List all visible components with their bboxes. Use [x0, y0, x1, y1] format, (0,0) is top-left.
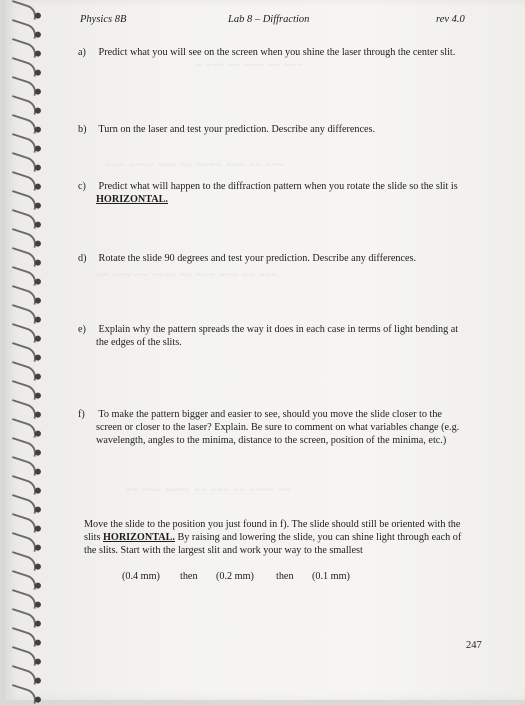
then-label: then	[180, 571, 198, 582]
question-b	[78, 123, 466, 136]
binding-coil	[9, 38, 39, 58]
binding-coil	[9, 494, 39, 514]
binding-coil	[9, 589, 39, 609]
bleed-through-text: ~~ ~~~ ~~ ~~~~ ~~ ~~~ ~~~ ~~ ~~~	[96, 270, 278, 281]
question-label: f)	[78, 409, 85, 420]
course-header: Physics 8B	[80, 14, 127, 25]
binding-coil	[9, 152, 39, 172]
binding-coil	[9, 285, 39, 305]
binding-coil	[9, 247, 39, 267]
binding-coil	[9, 608, 39, 628]
binding-coil	[9, 399, 39, 419]
binding-coil	[9, 684, 39, 704]
question-d	[78, 252, 466, 265]
question-f	[78, 408, 466, 447]
question-label: b)	[78, 124, 87, 135]
question-text: To make the pattern bigger and easier to see, should you move the slide closer to the screen or closer to the laser? Explain. Be sure to comment on what variables change (e.g. wavelength, angles to the minima, distance to the screen, position of the minima, etc.)	[96, 409, 460, 446]
binding-coil	[9, 133, 39, 153]
spiral-binding	[6, 0, 46, 700]
binding-coil	[9, 513, 39, 533]
then-label: then	[276, 571, 294, 582]
binding-coil	[9, 190, 39, 210]
question-text: Explain why the pattern spreads the way it does in each case in terms of light bending at the edges of the slits.	[96, 324, 459, 348]
binding-coil	[9, 95, 39, 115]
binding-coil	[9, 646, 39, 666]
question-text: Predict what you will see on the screen when you shine the laser through the center slit.	[98, 47, 456, 58]
revision-header: rev 4.0	[436, 14, 465, 25]
emphasis-text: HORIZONTAL.	[96, 194, 168, 205]
question-text: Predict what will happen to the diffraction pattern when you rotate the slide so the slit is	[98, 181, 458, 192]
question-text: Turn on the laser and test your prediction. Describe any differences.	[98, 124, 376, 135]
binding-coil	[9, 19, 39, 39]
binding-coil	[9, 532, 39, 552]
binding-coil	[9, 57, 39, 77]
question-label: c)	[78, 181, 86, 192]
instructions-text: By raising and lowering the slide, you can shine light through each of the slits. Start with the largest slit and work your way to the smallest	[84, 532, 462, 556]
instructions-text: Move the slide to the position you just found in f). The slide should still be oriented with the slits	[84, 519, 461, 543]
bleed-through-text: ~ ~~~ ~~ ~~~ ~~ ~~~	[196, 60, 304, 71]
question-a	[78, 46, 466, 59]
slit-width-sequence	[122, 571, 350, 582]
slit-width: (0.2 mm)	[216, 571, 254, 582]
instructions-paragraph	[84, 518, 469, 557]
worksheet-page	[6, 0, 525, 700]
question-c	[78, 180, 466, 206]
binding-coil	[9, 570, 39, 590]
binding-coil	[9, 114, 39, 134]
emphasis-text: HORIZONTAL.	[102, 532, 175, 543]
binding-coil	[9, 171, 39, 191]
binding-coil	[9, 437, 39, 457]
question-e	[78, 323, 466, 349]
lab-title-header: Lab 8 – Diffraction	[228, 14, 310, 25]
slit-width: (0.1 mm)	[312, 571, 350, 582]
binding-coil	[9, 418, 39, 438]
binding-coil	[9, 456, 39, 476]
question-label: a)	[78, 47, 86, 58]
page-number: 247	[466, 640, 482, 651]
question-text: Rotate the slide 90 degrees and test your prediction. Describe any differences.	[98, 253, 417, 264]
binding-coil	[9, 475, 39, 495]
question-label: e)	[78, 324, 86, 335]
binding-coil	[9, 266, 39, 286]
binding-coil	[9, 304, 39, 324]
bleed-through-text: ~~~ ~~~~ ~~~ ~~ ~~~~ ~~~ ~~ ~~~	[106, 160, 285, 171]
slit-width: (0.4 mm)	[122, 571, 160, 582]
bleed-through-text: ~~ ~~~ ~~~~ ~~ ~~~ ~~ ~~~~ ~~	[126, 485, 292, 496]
question-label: d)	[78, 253, 87, 264]
binding-coil	[9, 361, 39, 381]
binding-coil	[9, 323, 39, 343]
binding-coil	[9, 0, 39, 20]
binding-coil	[9, 551, 39, 571]
binding-coil	[9, 76, 39, 96]
binding-coil	[9, 627, 39, 647]
binding-coil	[9, 209, 39, 229]
binding-coil	[9, 228, 39, 248]
binding-coil	[9, 342, 39, 362]
binding-coil	[9, 380, 39, 400]
binding-coil	[9, 665, 39, 685]
